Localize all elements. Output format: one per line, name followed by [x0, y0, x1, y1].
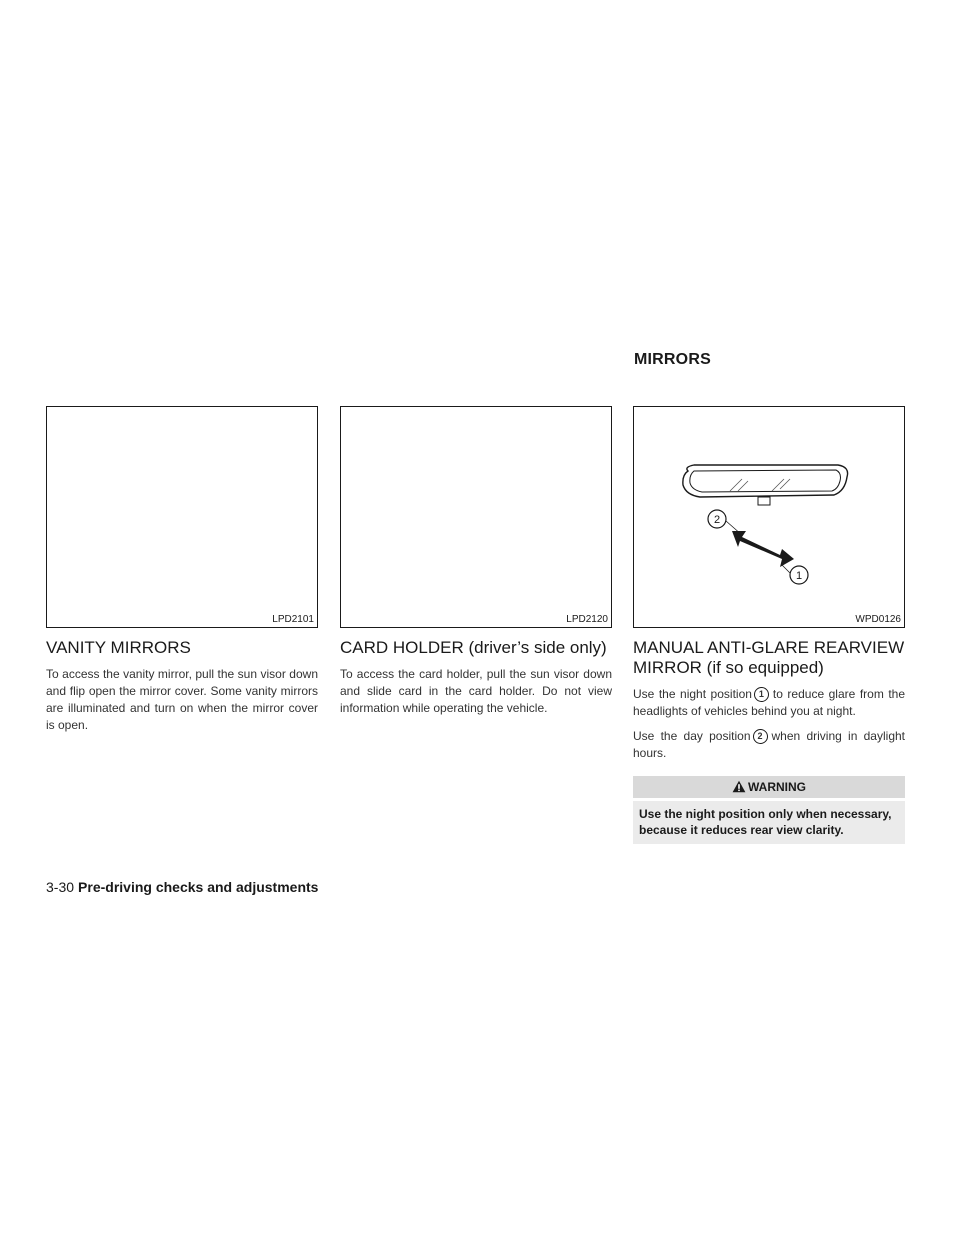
- page-footer: [46, 879, 318, 895]
- rearview-mirror-column: [633, 406, 905, 844]
- section-title: MIRRORS: [634, 351, 711, 368]
- chapter-title: Pre-driving checks and adjustments: [78, 879, 319, 895]
- night-text-before: Use the night position: [633, 687, 752, 701]
- warning-text: Use the night position only when necessary, because it reduces rear view clarity.: [633, 801, 905, 844]
- vanity-mirrors-column: [46, 406, 318, 734]
- vanity-mirrors-text: To access the vanity mirror, pull the sun visor down and flip open the mirror cover. Some vanity mirrors are illuminated and turn on when the mirror cover is open.: [46, 667, 318, 732]
- warning-box: [633, 776, 905, 844]
- night-text-after: to reduce glare from the headlights of vehicles behind you at night.: [633, 687, 906, 718]
- day-position-text: [633, 728, 905, 762]
- warning-title: WARNING: [748, 780, 806, 794]
- marker-2: 2: [753, 729, 768, 744]
- heading-line-2: MIRROR (if so equipped): [633, 658, 824, 677]
- vanity-mirrors-heading: VANITY MIRRORS: [46, 638, 191, 657]
- card-holder-column: [340, 406, 612, 717]
- callout-1-label: 1: [795, 570, 803, 582]
- card-holder-text: To access the card holder, pull the sun visor down and slide card in the card holder. Do not view information while operating the vehicle.: [340, 667, 612, 715]
- figure-code: LPD2120: [566, 614, 608, 625]
- warning-header: [633, 776, 905, 798]
- warning-icon: [732, 780, 746, 793]
- marker-1: 1: [754, 687, 769, 702]
- rearview-mirror-figure: [633, 406, 905, 628]
- heading-line-1: MANUAL ANTI-GLARE REARVIEW: [633, 638, 905, 657]
- day-text-before: Use the day position: [633, 729, 751, 743]
- rearview-mirror-heading: [633, 638, 905, 678]
- page-number: 3-30: [46, 879, 75, 895]
- rearview-mirror-illustration: [634, 407, 904, 627]
- night-position-text: [633, 686, 905, 720]
- day-text-after: when driving in daylight hours.: [633, 729, 905, 760]
- figure-code: WPD0126: [855, 614, 901, 625]
- card-holder-figure: [340, 406, 612, 628]
- callout-2-label: 2: [713, 514, 721, 526]
- card-holder-heading: CARD HOLDER (driver’s side only): [340, 638, 607, 657]
- figure-code: LPD2101: [272, 614, 314, 625]
- vanity-mirror-figure: [46, 406, 318, 628]
